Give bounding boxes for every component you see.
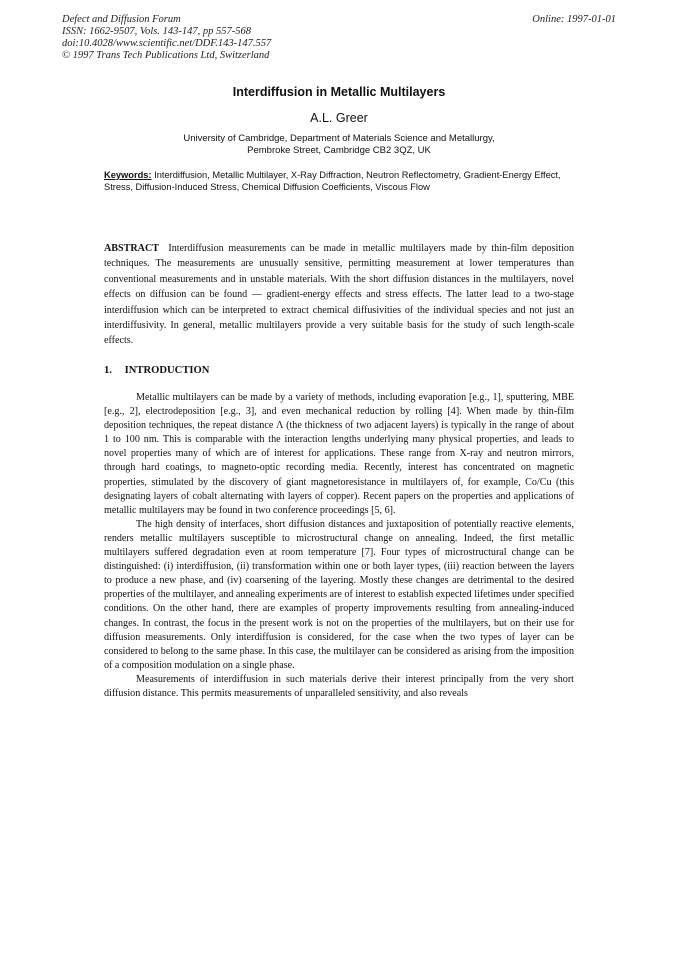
section-heading <box>104 365 209 376</box>
paragraph: Measurements of interdiffusion in such materials derive their interest principally from the very short diffusion distance. This permits measurements of unparalleled sensitivity, and also reveals <box>104 673 574 699</box>
section-number: 1. <box>104 365 112 376</box>
copyright-line: © 1997 Trans Tech Publications Ltd, Switzerland <box>62 50 270 61</box>
affiliation-line-1: University of Cambridge, Department of Materials Science and Metallurgy, <box>183 133 495 144</box>
paper-title: Interdiffusion in Metallic Multilayers <box>232 85 446 99</box>
journal-citation-block <box>62 14 271 62</box>
keywords-text: Interdiffusion, Metallic Multilayer, X-Ray Diffraction, Neutron Reflectometry, Gradient-Energy Effect, Stress, Diffusion-Induced Stress, Chemical Diffusion Coefficients, Viscous Flow <box>104 170 561 192</box>
abstract-label: ABSTRACT <box>104 243 159 254</box>
affiliation <box>0 133 678 157</box>
journal-name: Defect and Diffusion Forum <box>62 14 181 25</box>
author-name: A.L. Greer <box>310 111 368 125</box>
doi-line: doi:10.4028/www.scientific.net/DDF.143-147.557 <box>62 38 272 49</box>
abstract-text: Interdiffusion measurements can be made in metallic multilayers made by thin-film deposition techniques. The measurements are unusually sensitive, permitting measurement at lower temperatures than conventional measurements and in unstable materials. With the short diffusion distances in the multilayers, novel effects on diffusion can be found — gradient-energy effects and stress effects. The latter lead to a two-stage interdiffusion which can be interpreted to extract chemical diffusivities of the individual species and not just an interdiffusivity. In general, metallic multilayers provide a very suitable basis for the study of such length-scale effects. <box>104 243 575 347</box>
online-date: Online: 1997-01-01 <box>532 14 616 25</box>
introduction-body <box>104 391 574 701</box>
paragraph: The high density of interfaces, short diffusion distances and juxtaposition of potentially reactive elements, renders metallic multilayers susceptible to microstructural change on annealing. Indeed, the first metallic multilayers suffered degradation even at room temperature [7]. Four types of microstructural change can be distinguished: (i) interdiffusion, (ii) transformation within one or both layer types, (iii) reaction between the layers to produce a new phase, and (iv) coarsening of the layering. Mostly these changes are detrimental to the desired properties of the multilayer, and annealing experiments are of interest to establish expected lifetimes under specified conditions. On the other hand, there are examples of property improvements resulting from annealing-induced changes. In contrast, the focus in the present work is not on the properties of the multilayers, but on their use for diffusion measurements. Only interdiffusion is considered, for the case when the two types of layer can be considered to belong to the same phase. In this case, the multilayer can be considered as arising from the imposition of a composition modulation on a single phase. <box>104 518 574 671</box>
abstract-block <box>104 241 574 349</box>
affiliation-line-2: Pembroke Street, Cambridge CB2 3QZ, UK <box>247 145 431 156</box>
keywords-block <box>104 169 564 193</box>
keywords-label: Keywords: <box>104 170 152 180</box>
paragraph: Metallic multilayers can be made by a variety of methods, including evaporation [e.g., 1], sputtering, MBE [e.g., 2], electrodeposition [e.g., 3], and even mechanical reduction by rolling [4]. When made by thin-film deposition techniques, the repeat distance Λ (the thickness of two adjacent layers) is typically in the range of about 1 to 100 nm. This is comparable with the interaction lengths underlying many physical properties, and leads to novel properties many of which are of interest for applications. These range from X-ray and neutron mirrors, through hard coatings, to magneto-optic recording media. Recently, interest has concentrated on magnetic properties, stimulated by the discovery of giant magnetoresistance in multilayers of, for example, Co/Cu (this designating layers of cobalt alternating with layers of copper). Recent papers on the properties and applications of metallic multilayers may be found in two conference proceedings [5, 6]. <box>104 392 574 516</box>
section-title: INTRODUCTION <box>124 365 210 376</box>
issn-line: ISSN: 1662-9507, Vols. 143-147, pp 557-568 <box>62 26 251 37</box>
